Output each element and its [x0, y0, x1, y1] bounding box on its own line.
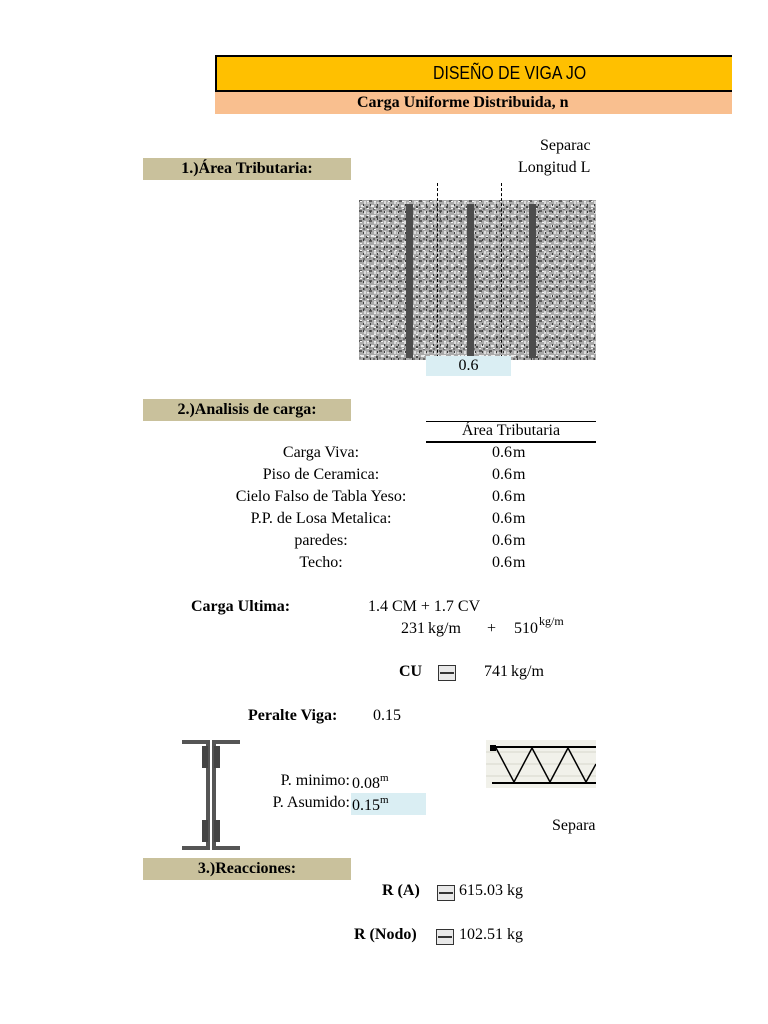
tributary-line-left: [437, 183, 438, 373]
peralte-asumido-value: 0.15: [352, 797, 380, 814]
tributary-width-value: 0.6: [426, 356, 511, 376]
reaccion-a-unit: kg: [507, 882, 523, 899]
peralte-asumido-label: P. Asumido:: [272, 794, 350, 811]
reaccion-nodo-unit: kg: [507, 926, 523, 943]
joist-2: [467, 204, 474, 358]
peralte-viga-value: 0.15: [373, 707, 401, 724]
row-techo-value: 0.6: [492, 554, 512, 571]
tributary-line-right: [501, 183, 502, 373]
peralte-asumido-unit: m: [380, 794, 389, 806]
header-bottom-rule: [426, 441, 596, 443]
row-cielo-unit: m: [513, 488, 526, 505]
row-paredes-label: paredes:: [294, 532, 348, 549]
row-piso-value: 0.6: [492, 466, 512, 483]
peralte-minimo-value: 0.08: [352, 775, 380, 792]
peralte-minimo-unit: m: [380, 772, 389, 784]
cu-label: CU: [399, 663, 423, 680]
carga-ultima-label: Carga Ultima:: [191, 598, 291, 615]
section-area-tributaria: 1.)Área Tributaria:: [143, 158, 351, 180]
joist-1: [406, 204, 413, 358]
reaccion-nodo-label: R (Nodo): [354, 926, 417, 943]
row-cielo-value: 0.6: [492, 488, 512, 505]
joist-section-icon: [180, 738, 244, 852]
row-techo-unit: m: [513, 554, 526, 571]
row-paredes-value: 0.6: [492, 532, 512, 549]
document-subtitle: Carga Uniforme Distribuida, n: [357, 94, 569, 111]
area-tributaria-header: Área Tributaria: [461, 422, 561, 439]
row-paredes-unit: m: [513, 532, 526, 549]
peralte-viga-label: Peralte Viga:: [248, 707, 338, 724]
row-techo-label: Techo:: [299, 554, 343, 571]
reaccion-a-label: R (A): [382, 882, 420, 899]
document-title: DISEÑO DE VIGA JO: [433, 63, 587, 83]
cu-unit: kg/m: [511, 663, 544, 680]
peralte-minimo-label: P. minimo:: [280, 772, 350, 789]
longitud-label: Longitud L: [518, 159, 591, 176]
equals-icon: [437, 885, 455, 901]
row-piso-unit: m: [513, 466, 526, 483]
row-carga-viva-unit: m: [513, 444, 526, 461]
carga-muerta-unit: kg/m: [428, 620, 461, 637]
row-carga-viva-label: Carga Viva:: [282, 444, 360, 461]
section-reacciones: 3.)Reacciones:: [143, 858, 351, 880]
section-analisis-carga: 2.)Analisis de carga:: [143, 399, 351, 421]
carga-ultima-formula: 1.4 CM + 1.7 CV: [368, 598, 481, 615]
row-losa-unit: m: [513, 510, 526, 527]
reaccion-nodo-value: 102.51: [459, 926, 503, 943]
row-piso-label: Piso de Ceramica:: [262, 466, 380, 483]
separacion-truss-label: Separa: [552, 817, 596, 834]
row-losa-value: 0.6: [492, 510, 512, 527]
equals-icon: [436, 929, 454, 945]
carga-viva-unit: kg/m: [539, 614, 564, 628]
truss-diagram: [486, 740, 596, 788]
carga-muerta-value: 231: [401, 620, 425, 637]
carga-viva-value: 510: [514, 620, 538, 637]
slab-joist-image: [359, 200, 596, 360]
row-losa-label: P.P. de Losa Metalica:: [250, 510, 392, 527]
cu-value: 741: [484, 663, 508, 680]
plus-sign: +: [487, 620, 497, 637]
row-cielo-label: Cielo Falso de Tabla Yeso:: [235, 488, 407, 505]
equals-icon: [438, 665, 456, 681]
reaccion-a-value: 615.03: [459, 882, 503, 899]
row-carga-viva-value: 0.6: [492, 444, 512, 461]
joist-3: [529, 204, 536, 358]
separacion-label: Separac: [540, 137, 591, 154]
